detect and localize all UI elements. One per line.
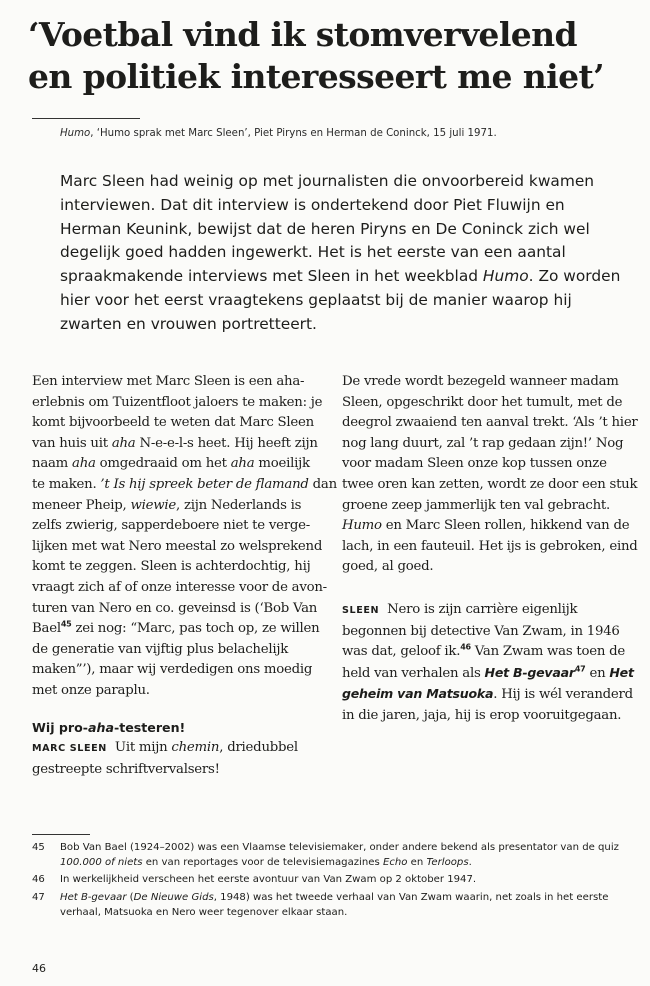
t: Echo: [382, 857, 408, 869]
intro-line: [60, 265, 630, 289]
footnote-line: verhaal, Matsuoka en Nero weer tegenover elkaar staan.: [60, 906, 348, 918]
t: was dat, geloof ik.: [342, 644, 461, 660]
title-line-1: ‘Voetbal vind ik stomvervelend: [28, 15, 578, 54]
body-line: [342, 642, 632, 663]
left-column: [32, 372, 337, 780]
t: , 1948) was het tweede verhaal van Van Zwam waarin, net zoals in het eerste: [213, 891, 609, 903]
t: van huis uit: [32, 435, 112, 451]
spacer: [32, 702, 332, 718]
intro-line: degelijk goed hadden ingewerkt. Het is het eerste van een aantal: [60, 243, 566, 262]
t: , driedubbel: [219, 740, 298, 756]
footnotes: [32, 840, 632, 922]
intro-text: . Zo worden: [528, 267, 621, 286]
t: , zijn Nederlands is: [175, 497, 302, 513]
spacer: [342, 578, 632, 600]
body-line: nog lang duurt, zal ’t rap gedaan zijn!’ Nog: [342, 435, 624, 451]
body-line: turen van Nero en co. geveinsd is (‘Bob Van: [32, 600, 318, 616]
t: aha: [88, 719, 114, 735]
title-divider: [32, 118, 140, 119]
t: omgedraaid om het: [95, 456, 231, 472]
t: naam: [32, 456, 73, 472]
footnote-45: [32, 840, 632, 870]
intro-line: Herman Keunink, bewijst dat de heren Piryns en De Coninck zich wel: [60, 219, 590, 238]
t: held van verhalen als: [342, 665, 485, 681]
source-line: [60, 127, 630, 141]
t: Het: [609, 664, 634, 680]
t: (: [126, 891, 134, 903]
footnote-line: [60, 855, 632, 870]
title-line-2: en politiek interesseert me niet’: [28, 57, 605, 96]
footnote-line: In werkelijkheid verscheen het eerste avontuur van Van Zwam op 2 oktober 1947.: [60, 874, 477, 886]
intro-line: hier voor het eerst vraagtekens geplaatst bij de manier waarop hij: [60, 290, 572, 309]
body-line: [342, 600, 632, 622]
body-line: de generatie van vijftig plus belachelijk: [32, 641, 289, 657]
body-line: deegrol zwaaiend ten aanval trekt. ‘Als ’t hier: [342, 415, 638, 431]
footnote-46: [32, 872, 632, 887]
body-line: [32, 619, 332, 640]
t: en: [407, 857, 427, 869]
intro-line: Marc Sleen had weinig op met journalisten die onvoorbereid kwamen: [60, 172, 595, 190]
body-line: komt te zeggen. Sleen is achterdochtig, hij: [32, 559, 311, 575]
body-line: twee oren kan zetten, wordt ze door een stuk: [342, 476, 638, 492]
t: en: [585, 665, 610, 681]
t: . Hij is wél veranderd: [493, 687, 633, 703]
t: zei nog: “Marc, pas toch op, ze willen: [71, 621, 320, 637]
t: 100.000 of niets: [60, 857, 143, 869]
body-line: [342, 684, 632, 706]
section-subhead: [32, 718, 332, 739]
t: Humo: [342, 518, 382, 534]
t: geheim van Matsuoka: [342, 686, 494, 702]
body-line: in die jaren, jaja, hij is erop vooruitgegaan.: [342, 707, 622, 723]
body-line: lijken met wat Nero meestal zo welsprekend: [32, 538, 323, 554]
footnote-divider: [32, 834, 90, 835]
t: N-e-e-l-s heet. Hij heeft zijn: [135, 435, 318, 451]
intro-line: interviewen. Dat dit interview is ondertekend door Piet Fluwijn en: [60, 195, 565, 214]
t: dan: [308, 476, 337, 492]
body-line: met onze paraplu.: [32, 682, 150, 698]
body-line: vraagt zich af of onze interesse voor de avon-: [32, 579, 327, 595]
speaker-label: MARC SLEEN: [32, 743, 107, 755]
t: Bael: [32, 621, 61, 637]
footnote-number: 47: [32, 891, 45, 903]
t: Uit mijn: [106, 740, 172, 756]
body-line: voor madam Sleen onze kop tussen onze: [342, 456, 607, 472]
t: Wij pro-: [32, 719, 89, 735]
body-line: zelfs zwierig, sapperdeboere niet te verge-: [32, 518, 310, 534]
body-line: goed, al goed.: [342, 559, 434, 575]
body-line: [32, 496, 332, 517]
body-line: gestreepte schriftvervalsers!: [32, 761, 220, 777]
body-line: Sleen, opgeschrikt door het tumult, met de: [342, 394, 623, 410]
footnote-ref-47[interactable]: 47: [574, 664, 586, 674]
t: Het B-gevaar: [60, 891, 127, 903]
body-line: lach, in een fauteuil. Het ijs is gebroken, eind: [342, 538, 638, 554]
t: wiewie: [130, 497, 176, 513]
t: ’t Is hij spreek beter de flamand: [100, 476, 309, 492]
t: chemin: [171, 740, 220, 756]
footnote-number: 45: [32, 842, 45, 853]
body-line: De vrede wordt bezegeld wanneer madam: [342, 374, 619, 389]
t: en van reportages voor de televisiemagazines: [142, 857, 383, 869]
right-column: [342, 372, 638, 727]
source-details: , ‘Humo sprak met Marc Sleen’, Piet Piryns en Herman de Coninck, 15 juli 1971.: [90, 128, 497, 139]
t: -testeren!: [113, 719, 186, 735]
body-line: [32, 738, 332, 760]
intro-line: zwarten en vrouwen portretteert.: [60, 314, 317, 333]
footnote-line: [60, 890, 632, 905]
footnote-47: [32, 890, 632, 920]
body-line: maken”’), maar wij verdedigen ons moedig: [32, 662, 313, 678]
body-line: erlebnis om Tuizentfloot jaloers te maken: je: [32, 394, 323, 410]
t: en Marc Sleen rollen, hikkend van de: [381, 518, 630, 534]
intro-text: spraakmakende interviews met Sleen in het weekblad: [60, 267, 483, 286]
intro-paragraph: [60, 170, 630, 337]
page-number: 46: [32, 962, 46, 975]
speaker-label: SLEEN: [342, 604, 380, 616]
t: Het B-gevaar: [484, 664, 575, 680]
t: aha: [72, 456, 96, 472]
body-line: [342, 516, 632, 537]
t: Nero is zijn carrière eigenlijk: [379, 601, 578, 617]
body-line: begonnen bij detective Van Zwam, in 1946: [342, 623, 620, 639]
t: moeilijk: [254, 456, 310, 472]
body-line: [32, 454, 332, 475]
body-line: groene zeep jammerlijk ten val gebracht.: [342, 497, 610, 513]
body-line: [32, 475, 337, 496]
t: .: [468, 857, 472, 869]
t: meneer Pheip,: [32, 497, 131, 513]
t: te maken.: [32, 476, 101, 492]
t: aha: [111, 435, 136, 451]
footnote-ref-45[interactable]: 45: [60, 619, 72, 629]
footnote-number: 46: [32, 874, 45, 886]
footnote-line: Bob Van Bael (1924–2002) was een Vlaamse televisiemaker, onder andere bekend als presentator van de quiz: [60, 842, 619, 853]
t: Terloops: [426, 857, 469, 869]
body-line: [32, 434, 332, 455]
t: De Nieuwe Gids: [133, 891, 214, 903]
body-line: Een interview met Marc Sleen is een aha-: [32, 374, 305, 389]
intro-humo: Humo: [482, 267, 529, 286]
t: aha: [230, 456, 255, 472]
t: Van Zwam was toen de: [470, 644, 626, 660]
article-title: [28, 14, 628, 98]
body-line: [342, 663, 632, 685]
footnote-ref-46[interactable]: 46: [460, 642, 471, 652]
body-line: komt bijvoorbeeld te weten dat Marc Sleen: [32, 415, 314, 431]
source-magazine: Humo: [60, 128, 91, 139]
